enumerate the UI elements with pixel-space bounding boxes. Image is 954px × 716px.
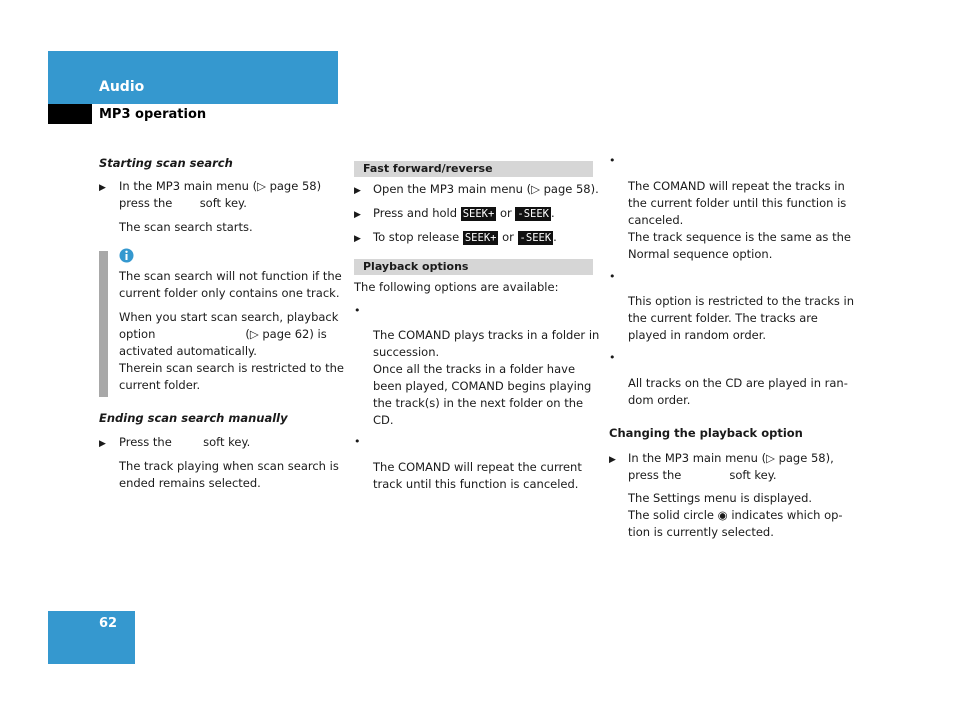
result-text: The scan search starts. (119, 220, 253, 234)
bullet-dot: • (354, 304, 361, 317)
option-line: The COMAND will repeat the current (373, 460, 582, 474)
info-line: The scan search will not function if the (119, 269, 342, 283)
bullet-dot: • (609, 154, 616, 167)
result-line: The Settings menu is displayed. (628, 491, 813, 505)
option-desc (628, 178, 851, 263)
step-line: In the MP3 main menu (▷ page 58), (628, 451, 834, 465)
info-note (119, 268, 344, 394)
result-text (119, 458, 339, 492)
seek-minus-key: -SEEK (519, 232, 552, 244)
playback-options-heading: Playback options (354, 259, 593, 275)
option-line: This option is restricted to the tracks in (628, 294, 854, 308)
step-line: soft key. (199, 196, 247, 210)
step-text (119, 434, 250, 451)
bullet-dot: • (354, 435, 361, 448)
option-line: canceled. (628, 213, 684, 227)
option-line: Once all the tracks in a folder have (373, 362, 576, 376)
option-line: The track sequence is the same as the (628, 230, 851, 244)
option-desc (628, 293, 854, 344)
option-line: dom order. (628, 393, 691, 407)
bullet-dot: • (609, 351, 616, 364)
step-line: Press the (119, 435, 172, 449)
option-line: track until this function is canceled. (373, 477, 579, 491)
fast-forward-heading: Fast forward/reverse (354, 161, 593, 177)
info-bar (99, 251, 108, 397)
starting-scan-heading: Starting scan search (99, 156, 233, 170)
info-line: current folder only contains one track. (119, 286, 340, 300)
info-line: activated automatically. (119, 344, 257, 358)
option-desc (628, 375, 848, 409)
step-line: In the MP3 main menu (▷ page 58) (119, 179, 322, 193)
step-line: or (502, 230, 514, 244)
step-text: Press and hold SEEK+ or -SEEK . (373, 206, 555, 220)
option-line: succession. (373, 345, 440, 359)
option-line: played in random order. (628, 328, 767, 342)
option-line: CD. (373, 413, 394, 427)
result-line: The solid circle ◉ indicates which op- (628, 508, 843, 522)
bullet-dot: • (609, 270, 616, 283)
option-line: been played, COMAND begins playing (373, 379, 592, 393)
page-number-box (48, 611, 135, 664)
step-line: To stop release (373, 230, 460, 244)
result-line: ended remains selected. (119, 476, 261, 490)
step-arrow-icon: ▶ (99, 439, 106, 449)
step-arrow-icon: ▶ (354, 234, 361, 244)
chapter-tab (48, 51, 338, 104)
info-line: (▷ page 62) is (245, 327, 327, 341)
step-line: or (499, 206, 512, 220)
result-text (628, 490, 843, 541)
result-line: The track playing when scan search is (119, 459, 339, 473)
option-line: the current folder until this function is (628, 196, 847, 210)
section-title: MP3 operation (99, 107, 207, 122)
option-line: the current folder. The tracks are (628, 311, 818, 325)
step-text: To stop release SEEK+ or -SEEK . (373, 230, 557, 244)
chapter-title: Audio (99, 79, 145, 95)
option-line: Normal sequence option. (628, 247, 773, 261)
step-arrow-icon: ▶ (609, 455, 616, 465)
option-line: The COMAND will repeat the tracks in (628, 179, 845, 193)
step-arrow-icon: ▶ (99, 183, 106, 193)
page-number: 62 (99, 616, 118, 631)
options-intro: The following options are available: (354, 280, 559, 294)
ending-scan-heading: Ending scan search manually (99, 411, 288, 425)
result-line: tion is currently selected. (628, 525, 774, 539)
info-line: current folder. (119, 378, 201, 392)
info-line: Therein scan search is restricted to the (119, 361, 344, 375)
option-line: The COMAND plays tracks in a folder in (373, 328, 600, 342)
info-line: When you start scan search, playback (119, 310, 339, 324)
step-arrow-icon: ▶ (354, 186, 361, 196)
step-text: Open the MP3 main menu (▷ page 58). (373, 182, 599, 196)
step-arrow-icon: ▶ (354, 210, 361, 220)
option-line: the track(s) in the next folder on the (373, 396, 584, 410)
step-text (119, 178, 321, 212)
step-text (628, 450, 834, 484)
step-line: soft key. (203, 435, 251, 449)
section-marker (48, 104, 92, 124)
seek-plus-key: SEEK+ (462, 208, 495, 220)
option-line: All tracks on the CD are played in ran- (628, 376, 848, 390)
step-line: Press and hold (373, 206, 458, 220)
info-icon (119, 248, 134, 263)
step-line: soft key. (729, 468, 777, 482)
step-line: press the (628, 468, 682, 482)
seek-minus-key: -SEEK (517, 208, 549, 220)
option-desc (373, 327, 599, 429)
option-desc (373, 459, 582, 493)
step-line: press the (119, 196, 173, 210)
seek-plus-key: SEEK+ (464, 232, 497, 244)
info-line: option (119, 327, 156, 341)
changing-option-heading: Changing the playback option (609, 426, 803, 440)
